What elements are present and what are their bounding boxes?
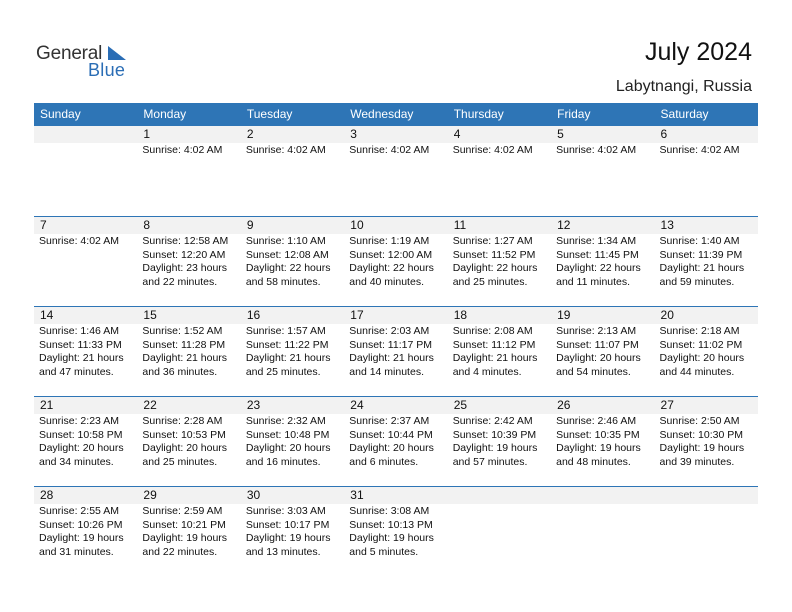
day-number: 28: [34, 487, 137, 504]
day-info-line: Sunrise: 2:46 AM: [556, 415, 637, 427]
day-cell: [448, 307, 551, 396]
day-number: 19: [551, 307, 654, 324]
day-number: 26: [551, 397, 654, 414]
day-info: [34, 143, 137, 144]
day-info-line: Daylight: 19 hours: [39, 532, 124, 544]
day-number: 12: [551, 217, 654, 234]
logo-text-blue: Blue: [88, 60, 126, 80]
day-info-line: Daylight: 21 hours: [659, 262, 745, 274]
day-cell: [655, 126, 758, 216]
day-number: 16: [241, 307, 344, 324]
logo-text-general: General: [36, 43, 103, 64]
day-info-line: and 22 minutes.: [142, 275, 218, 288]
day-info-line: Daylight: 20 hours: [39, 442, 124, 454]
day-info: [448, 504, 551, 505]
day-info-line: Daylight: 21 hours: [349, 352, 434, 364]
day-cell: [551, 126, 654, 216]
day-cell: [655, 217, 758, 306]
calendar-week-row: [34, 396, 758, 486]
day-info-line: and 16 minutes.: [245, 455, 321, 468]
day-info-line: and 14 minutes.: [349, 365, 424, 378]
day-cell: [448, 217, 551, 306]
day-info-line: Daylight: 19 hours: [349, 532, 434, 544]
day-info: [551, 143, 654, 158]
day-cell: [34, 217, 137, 306]
day-info-line: and 48 minutes.: [556, 455, 631, 468]
day-cell: [241, 126, 344, 216]
day-info: [241, 504, 344, 559]
day-number: 4: [448, 126, 551, 143]
day-number: 17: [344, 307, 447, 324]
day-info-line: and 58 minutes.: [245, 275, 321, 288]
day-number: 29: [137, 487, 240, 504]
day-info: [655, 143, 758, 158]
day-info-line: Sunrise: 2:08 AM: [452, 325, 533, 337]
day-info-line: Sunrise: 1:27 AM: [452, 235, 533, 247]
day-info-line: Sunrise: 4:02 AM: [556, 144, 637, 156]
day-info-line: Sunset: 11:02 PM: [659, 338, 743, 351]
day-cell: [344, 397, 447, 486]
day-number: 22: [137, 397, 240, 414]
day-info-line: and 36 minutes.: [142, 365, 218, 378]
day-info: [448, 143, 551, 158]
day-info-line: Sunrise: 1:57 AM: [245, 325, 326, 337]
day-number: 6: [655, 126, 758, 143]
day-number: 7: [34, 217, 137, 234]
day-info-line: Sunset: 12:00 AM: [349, 248, 433, 261]
calendar-grid: [34, 103, 758, 576]
day-number: 2: [241, 126, 344, 143]
day-info-line: Sunrise: 1:19 AM: [349, 235, 430, 247]
day-cell: [137, 217, 240, 306]
day-info-line: and 44 minutes.: [659, 365, 735, 378]
day-number: 10: [344, 217, 447, 234]
day-number: [551, 487, 654, 504]
day-info-line: Sunset: 10:35 PM: [556, 428, 640, 441]
day-info-line: Sunrise: 1:34 AM: [556, 235, 637, 247]
day-info-line: Daylight: 19 hours: [659, 442, 745, 454]
day-info-line: Sunset: 12:20 AM: [142, 248, 226, 261]
day-info-line: Sunset: 11:17 PM: [349, 338, 432, 351]
day-cell: [34, 397, 137, 486]
day-info: [551, 234, 654, 289]
day-number: 24: [344, 397, 447, 414]
day-cell: [655, 397, 758, 486]
day-info-line: and 59 minutes.: [659, 275, 735, 288]
day-info-line: Sunrise: 3:03 AM: [245, 505, 326, 517]
day-info-line: Daylight: 19 hours: [142, 532, 228, 544]
day-info: [551, 504, 654, 505]
day-info: [655, 504, 758, 505]
day-info-line: Daylight: 22 hours: [452, 262, 538, 274]
day-info-line: Sunrise: 2:42 AM: [452, 415, 533, 427]
day-cell: [241, 397, 344, 486]
page-title: July 2024: [644, 38, 752, 66]
day-number: 27: [655, 397, 758, 414]
day-info-line: Sunrise: 2:03 AM: [349, 325, 430, 337]
day-info-line: Sunrise: 1:52 AM: [142, 325, 223, 337]
day-info-line: Daylight: 22 hours: [245, 262, 331, 274]
day-cell: [34, 307, 137, 396]
day-info: [448, 234, 551, 289]
empty-day-cell: [551, 487, 654, 576]
day-info: [448, 324, 551, 379]
day-cell: [655, 307, 758, 396]
day-info-line: Sunrise: 1:46 AM: [39, 325, 119, 337]
day-number: 14: [34, 307, 137, 324]
day-number: 21: [34, 397, 137, 414]
day-info: [551, 414, 654, 469]
day-info-line: Sunset: 10:13 PM: [349, 518, 433, 531]
weekday-wednesday: Wednesday: [350, 107, 414, 121]
day-number: 30: [241, 487, 344, 504]
day-cell: [344, 217, 447, 306]
day-info-line: and 11 minutes.: [556, 275, 631, 288]
day-info-line: Daylight: 20 hours: [142, 442, 228, 454]
day-cell: [137, 126, 240, 216]
empty-day-cell: [448, 487, 551, 576]
day-info-line: Daylight: 22 hours: [349, 262, 434, 274]
day-cell: [137, 307, 240, 396]
day-info: [655, 324, 758, 379]
day-info-line: Sunset: 10:48 PM: [245, 428, 330, 441]
day-cell: [551, 217, 654, 306]
day-number: 31: [344, 487, 447, 504]
day-info: [448, 414, 551, 469]
day-info-line: Sunset: 10:21 PM: [142, 518, 226, 531]
day-info: [241, 324, 344, 379]
day-info: [344, 234, 447, 289]
day-info-line: Sunrise: 4:02 AM: [142, 144, 223, 156]
day-cell: [448, 397, 551, 486]
day-info-line: Sunset: 12:08 AM: [245, 248, 329, 261]
day-info: [344, 324, 447, 379]
day-info-line: and 47 minutes.: [39, 365, 114, 378]
day-info-line: Sunrise: 4:02 AM: [245, 144, 326, 156]
empty-day-cell: [655, 487, 758, 576]
day-info: [344, 414, 447, 469]
day-info-line: Daylight: 20 hours: [556, 352, 641, 364]
day-info-line: Sunset: 11:28 PM: [142, 338, 226, 351]
day-number: 13: [655, 217, 758, 234]
day-info-line: and 25 minutes.: [245, 365, 321, 378]
day-info: [34, 234, 137, 249]
day-number: [448, 487, 551, 504]
weekday-thursday: Thursday: [453, 107, 504, 121]
weekday-tuesday: Tuesday: [246, 107, 293, 121]
day-info-line: and 13 minutes.: [245, 545, 321, 558]
day-info-line: Sunrise: 2:18 AM: [659, 325, 740, 337]
day-info-line: Sunset: 10:44 PM: [349, 428, 433, 441]
calendar-week-row: [34, 216, 758, 306]
day-info-line: Sunrise: 4:02 AM: [349, 144, 430, 156]
day-info-line: Sunset: 10:39 PM: [452, 428, 537, 441]
day-info-line: Sunrise: 2:59 AM: [142, 505, 223, 517]
day-info-line: Sunset: 10:26 PM: [39, 518, 123, 531]
day-number: 3: [344, 126, 447, 143]
day-info-line: Daylight: 21 hours: [39, 352, 124, 364]
day-info-line: and 6 minutes.: [349, 455, 419, 468]
day-info-line: Sunset: 11:33 PM: [39, 338, 122, 351]
day-info-line: Sunset: 10:30 PM: [659, 428, 743, 441]
day-info-line: Sunrise: 1:40 AM: [659, 235, 740, 247]
day-cell: [137, 487, 240, 576]
day-info: [137, 504, 240, 559]
day-info: [34, 324, 137, 379]
day-number: 20: [655, 307, 758, 324]
day-info-line: and 54 minutes.: [556, 365, 631, 378]
day-info-line: Sunset: 10:53 PM: [142, 428, 226, 441]
day-number: 5: [551, 126, 654, 143]
day-info-line: Sunrise: 2:55 AM: [39, 505, 119, 517]
day-info-line: Sunset: 11:07 PM: [556, 338, 639, 351]
day-info-line: and 5 minutes.: [349, 545, 419, 558]
day-info: [344, 504, 447, 559]
day-info-line: Daylight: 19 hours: [556, 442, 641, 454]
day-info-line: Sunset: 10:17 PM: [245, 518, 330, 531]
calendar-week-row: [34, 306, 758, 396]
weekday-monday: Monday: [143, 107, 187, 121]
day-info: [137, 324, 240, 379]
weekday-saturday: Saturday: [660, 107, 709, 121]
day-number: 8: [137, 217, 240, 234]
day-cell: [241, 307, 344, 396]
day-info-line: and 25 minutes.: [452, 275, 528, 288]
day-number: 15: [137, 307, 240, 324]
day-info: [34, 504, 137, 559]
day-info: [241, 234, 344, 289]
weekday-header-row: [34, 103, 758, 126]
day-info: [137, 414, 240, 469]
day-info-line: Sunrise: 2:32 AM: [245, 415, 326, 427]
day-info-line: Sunrise: 2:13 AM: [556, 325, 637, 337]
day-info-line: Sunset: 10:58 PM: [39, 428, 123, 441]
day-info: [137, 234, 240, 289]
day-info: [241, 143, 344, 158]
day-cell: [448, 126, 551, 216]
day-info: [655, 414, 758, 469]
day-cell: [344, 126, 447, 216]
day-info: [551, 324, 654, 379]
weekday-sunday: Sunday: [40, 107, 81, 121]
day-info-line: Sunrise: 4:02 AM: [452, 144, 533, 156]
day-cell: [551, 397, 654, 486]
day-number: 23: [241, 397, 344, 414]
day-cell: [34, 487, 137, 576]
day-info-line: and 57 minutes.: [452, 455, 528, 468]
day-cell: [241, 217, 344, 306]
day-info-line: Daylight: 21 hours: [452, 352, 538, 364]
day-number: 25: [448, 397, 551, 414]
day-info-line: and 39 minutes.: [659, 455, 735, 468]
day-info-line: Daylight: 20 hours: [659, 352, 745, 364]
location-subtitle: Labytnangi, Russia: [615, 78, 752, 95]
day-info: [34, 414, 137, 469]
day-info-line: Daylight: 21 hours: [142, 352, 228, 364]
day-info-line: Sunset: 11:39 PM: [659, 248, 743, 261]
day-info-line: Sunrise: 2:37 AM: [349, 415, 430, 427]
day-info: [137, 143, 240, 158]
day-info: [241, 414, 344, 469]
day-info-line: Sunset: 11:52 PM: [452, 248, 536, 261]
day-info-line: Sunrise: 4:02 AM: [39, 235, 119, 247]
day-info-line: Sunset: 11:12 PM: [452, 338, 536, 351]
day-info-line: and 34 minutes.: [39, 455, 114, 468]
day-info-line: and 25 minutes.: [142, 455, 218, 468]
day-info-line: Daylight: 21 hours: [245, 352, 331, 364]
day-info: [655, 234, 758, 289]
day-info-line: Sunrise: 1:10 AM: [245, 235, 326, 247]
day-cell: [551, 307, 654, 396]
day-number: 11: [448, 217, 551, 234]
day-info-line: Sunrise: 3:08 AM: [349, 505, 430, 517]
day-info-line: Daylight: 20 hours: [349, 442, 434, 454]
day-cell: [137, 397, 240, 486]
day-cell: [241, 487, 344, 576]
day-info-line: and 31 minutes.: [39, 545, 114, 558]
day-number: 1: [137, 126, 240, 143]
weekday-friday: Friday: [557, 107, 591, 121]
day-info-line: Daylight: 22 hours: [556, 262, 641, 274]
day-info-line: and 22 minutes.: [142, 545, 218, 558]
day-info-line: Daylight: 19 hours: [452, 442, 538, 454]
day-info: [344, 143, 447, 158]
day-number: [655, 487, 758, 504]
day-cell: [344, 487, 447, 576]
day-cell: [344, 307, 447, 396]
day-info-line: Sunrise: 2:50 AM: [659, 415, 740, 427]
calendar-week-row: [34, 126, 758, 216]
weeks-container: [34, 126, 758, 576]
day-info-line: Daylight: 23 hours: [142, 262, 228, 274]
day-info-line: Sunrise: 2:28 AM: [142, 415, 223, 427]
empty-day-cell: [34, 126, 137, 216]
day-info-line: Sunset: 11:22 PM: [245, 338, 329, 351]
day-number: 9: [241, 217, 344, 234]
day-info-line: Sunrise: 2:23 AM: [39, 415, 119, 427]
day-info-line: and 4 minutes.: [452, 365, 522, 378]
calendar-week-row: [34, 486, 758, 576]
day-info-line: Sunset: 11:45 PM: [556, 248, 639, 261]
day-info-line: Sunrise: 4:02 AM: [659, 144, 740, 156]
logo: [36, 40, 136, 80]
day-number: [34, 126, 137, 143]
day-info-line: Daylight: 19 hours: [245, 532, 331, 544]
day-number: 18: [448, 307, 551, 324]
day-info-line: Daylight: 20 hours: [245, 442, 331, 454]
day-info-line: and 40 minutes.: [349, 275, 424, 288]
day-info-line: Sunrise: 12:58 AM: [142, 235, 229, 247]
